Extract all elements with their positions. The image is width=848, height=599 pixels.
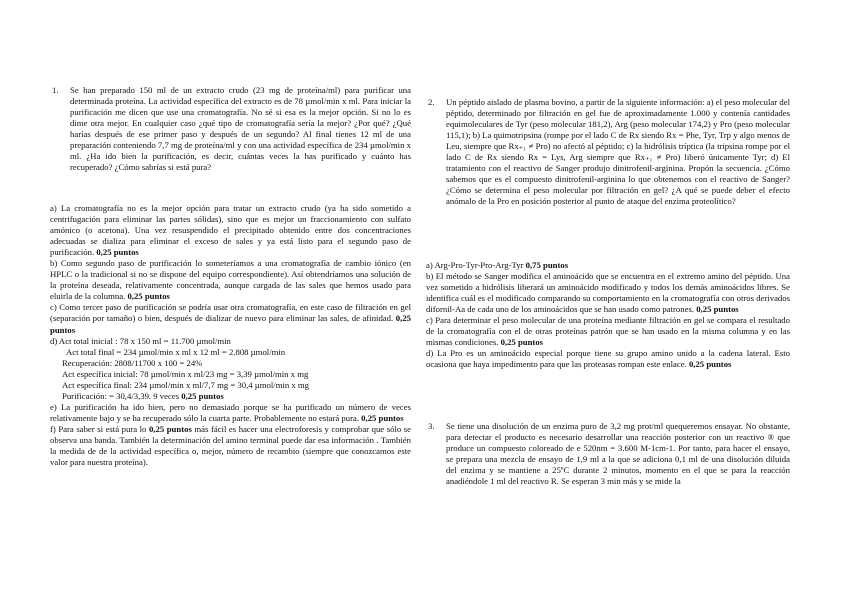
answer-d-line: Recuperación: 2808/11700 x 100 = 24% <box>62 357 203 368</box>
answer-a: a) La cromatografía no es la mejor opción para tratar un extracto crudo (ya ha sido sometido a centrifugación para eliminar las partes sólidas), sino que es mejor un fraccionamiento con sulfato amónico (o acetona). Una vez resuspendido el precipitado obtenido entre dos concentraciones adecuadas se dializa para eliminar el exceso de sales y ya está listo para el segundo paso de purificación. 0,25 puntos <box>50 203 411 258</box>
points-badge: 0,25 puntos <box>127 291 170 302</box>
answer-d-line: Act específica final: 234 µmol/min x ml/7,7 mg = 30,4 µmol/min x mg <box>62 379 310 390</box>
question-3-number: 3. <box>428 421 435 431</box>
points-badge: 0,25 puntos <box>688 359 732 370</box>
question-1-number: 1. <box>52 85 59 95</box>
points-badge: 0,25 puntos <box>500 337 544 348</box>
points-badge: 0,25 puntos <box>50 313 411 335</box>
answer-c: c) Para determinar el peso molecular de una proteína mediante filtración en gel se compara el resultado de la cromatografía con el de otras proteínas patrón que se han usado en la misma columna y en las mismas condiciones. 0,25 puntos <box>426 315 790 348</box>
answer-block-1 <box>50 203 411 468</box>
question-3 <box>426 421 790 487</box>
points-badge: 0,25 puntos <box>361 412 404 423</box>
answer-b: b) Como segundo paso de purificación lo someteríamos a una cromatografía de cambio iónico (en HPLC o la tradicional si no se dispone del equipo correspondiente). Así obtendríamos una solución de la proteína deseada, relativamente concentrada, aunque cargada de las sales que hemos usado para eluirla de la columna. 0,25 puntos <box>50 258 411 302</box>
points-badge: 0,25 puntos <box>96 247 139 258</box>
answer-c: c) Como tercer paso de purificación se podría usar otra cromatografía, en este caso de filtración en gel (separación por tamaño) o bien, después de dializar de nuevo para eliminar las sales, de afinidad. 0,25 puntos <box>50 302 411 335</box>
answer-e: e) La purificación ha ido bien, pero no demasiado porque se ha purificado un número de veces relativamente bajo y se ha recuperado sólo la cuarta parte. Probablemente no estará pura. 0,25 puntos <box>50 401 411 423</box>
question-2-text: Un péptido aislado de plasma bovino, a partir de la siguiente información: a) el peso molecular del péptido, determinado por filtración en gel fue de aproximadamente 1.000 y contenía cantidades equimoleculares de Tyr (peso molecular 181,2), Arg (peso molecular 174,2) y Pro (peso molecular 115,1); b) La quimotripsina (rompe por el lado C de Rx siendo Rx = Phe, Tyr, Trp y algo menos de Leu, siempre que Rx₊₁ ≠ Pro) no afectó al péptido; c) la hidrólisis tríptica (la tripsina rompe por el lado C de Rx siendo Rx = Lys, Arg siempre que Rx₊₁ ≠ Pro) liberó únicamente Tyr; d) El tratamiento con el reactivo de Sanger produjo dinitrofenil-arginina. Propón la secuencia. ¿Cómo sabemos que es el compuesto dinitrofenil-arginina lo que obtenemos con el reactivo de Sanger? ¿Cómo se determina el peso molecular por filtración en gel? ¿A qué se puede deber el efecto anómalo de la Pro en posición posterior al punto de ataque del enzima proteolítico? <box>446 97 790 207</box>
answer-d: d) La Pro es un aminoácido especial porque tiene su grupo amino unido a la cadena lateral. Esto ocasiona que haya impedimento para que las proteasas rompan este enlace. 0,25 puntos <box>426 348 790 370</box>
points-badge: 0,25 puntos <box>148 423 192 434</box>
answer-block-2 <box>426 260 790 370</box>
answer-f: f) Para saber si está pura lo 0,25 puntos más fácil es hacer una electroforesis y comprobar que sólo se observa una banda. También la determinación del amino terminal puede dar esa información . También la medida de de la actividad específica o, mejor, número de recambio (siempre que conozcamos este valor para nuestra proteína). <box>50 423 411 468</box>
question-1-text: Se han preparado 150 ml de un extracto crudo (23 mg de proteína/ml) para purificar una determinada proteína. La actividad específica del extracto es de 78 µmol/min x ml. Para iniciar la purificación me dicen que use una cromatografía. No sé si esa es la mejor opción. Si no lo es dime otra mejor. En cualquier caso ¿qué tipo de cromatografía sería la mejor? ¿Por qué? ¿Qué harías después de ese primer paso y después de un segundo? Al final tienes 12 ml de una preparación conteniendo 7,7 mg de proteína/ml y con una actividad específica de 234 µmol/min x ml. ¿Ha ido bien la purificación, es decir, cuántas veces la has purificado y cuánto has recuperado? ¿Cómo sabrías si está pura? <box>70 85 411 173</box>
question-2 <box>426 97 790 207</box>
question-3-text: Se tiene una disolución de un enzima puro de 3,2 mg prot/ml quequeremos ensayar. No obstante, para detectar el producto es necesario desarrollar una reacción posterior con un reactivo ® que produce un compuesto coloreado de e 520nm = 3.600 M-1cm-1. Por tanto, para hacer el ensayo, se prepara una mezcla de ensayo de 1,9 ml a la que se adiciona 0,1 ml de una disolución diluida del enzima y se mantiene a 25ºC durante 2 minutos, momento en el que se para la reacción anadiéndole 1 ml del reactivo R. Se esperan 3 min más y se mide la <box>446 421 790 487</box>
answer-a: a) Arg-Pro-Tyr-Pro-Arg-Tyr 0,75 puntos <box>426 260 569 270</box>
points-badge: 0,75 puntos <box>525 260 569 270</box>
answer-d-line: Act total final = 234 µmol/min x ml x 12 ml = 2.808 µmol/min <box>66 346 286 357</box>
answer-d-line: Purificación: = 30,4/3,39. 9 veces 0,25 puntos <box>62 390 224 401</box>
answer-b: b) El método se Sanger modifica el aminoácido que se encuentra en el extremo amino del péptido. Una vez sometido a hidrólisis liberará un aminoácido modificado y todos los demás aminoácidos libres. Se identifica cuál es el modificado comparando su comportamiento en la cromatografía con otros derivados difornil-Aa de cada uno de los aminoácidos que se han usado como patrones. 0,25 puntos <box>426 271 790 315</box>
answer-d-line: Act específica inicial: 78 µmol/min x ml/23 mg = 3,39 µmol/min x mg <box>62 368 309 379</box>
points-badge: 0,25 puntos <box>696 304 739 315</box>
answer-d-head: d) Act total inicial : 78 x 150 ml = 11.700 µmol/min <box>50 335 231 346</box>
question-1 <box>50 85 411 173</box>
question-2-number: 2. <box>428 97 435 107</box>
points-badge: 0,25 puntos <box>181 390 224 401</box>
